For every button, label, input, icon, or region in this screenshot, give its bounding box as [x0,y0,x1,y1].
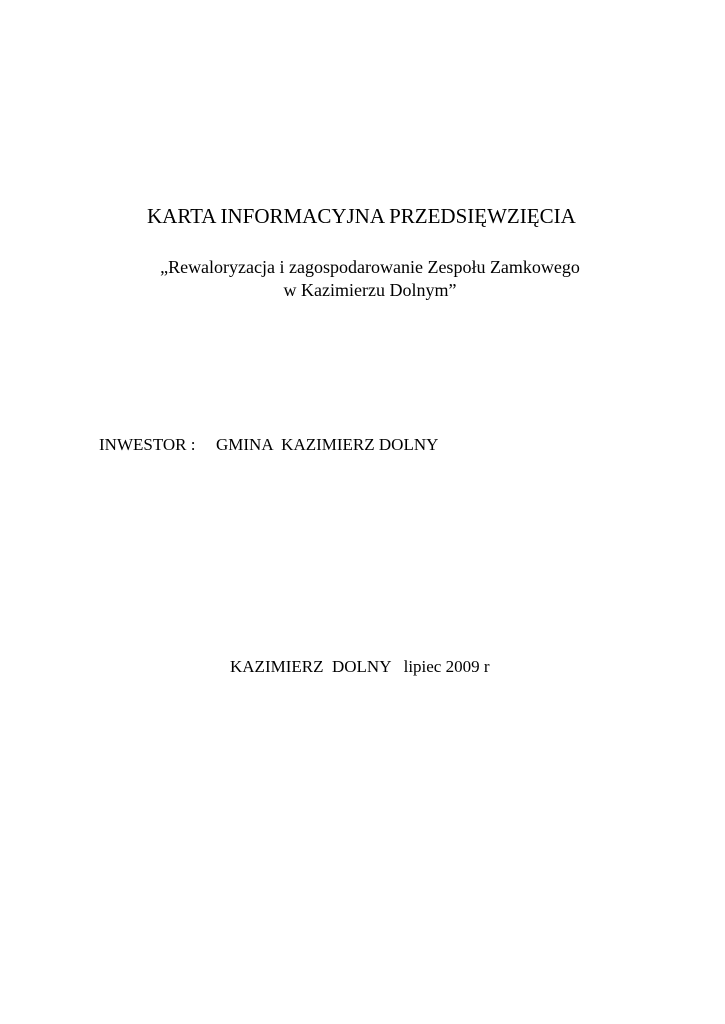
project-name-line-1: „Rewaloryzacja i zagospodarowanie Zespołu Zamkowego [160,257,580,277]
investor-row [99,434,438,456]
place-date: KAZIMIERZ DOLNY lipiec 2009 r [230,657,490,676]
investor-label: INWESTOR : [99,435,196,454]
investor-value: GMINA KAZIMIERZ DOLNY [216,435,439,454]
document-title: KARTA INFORMACYJNA PRZEDSIĘWZIĘCIA [147,204,576,228]
project-name [120,256,620,302]
project-name-line-2: w Kazimierzu Dolnym” [283,280,457,300]
